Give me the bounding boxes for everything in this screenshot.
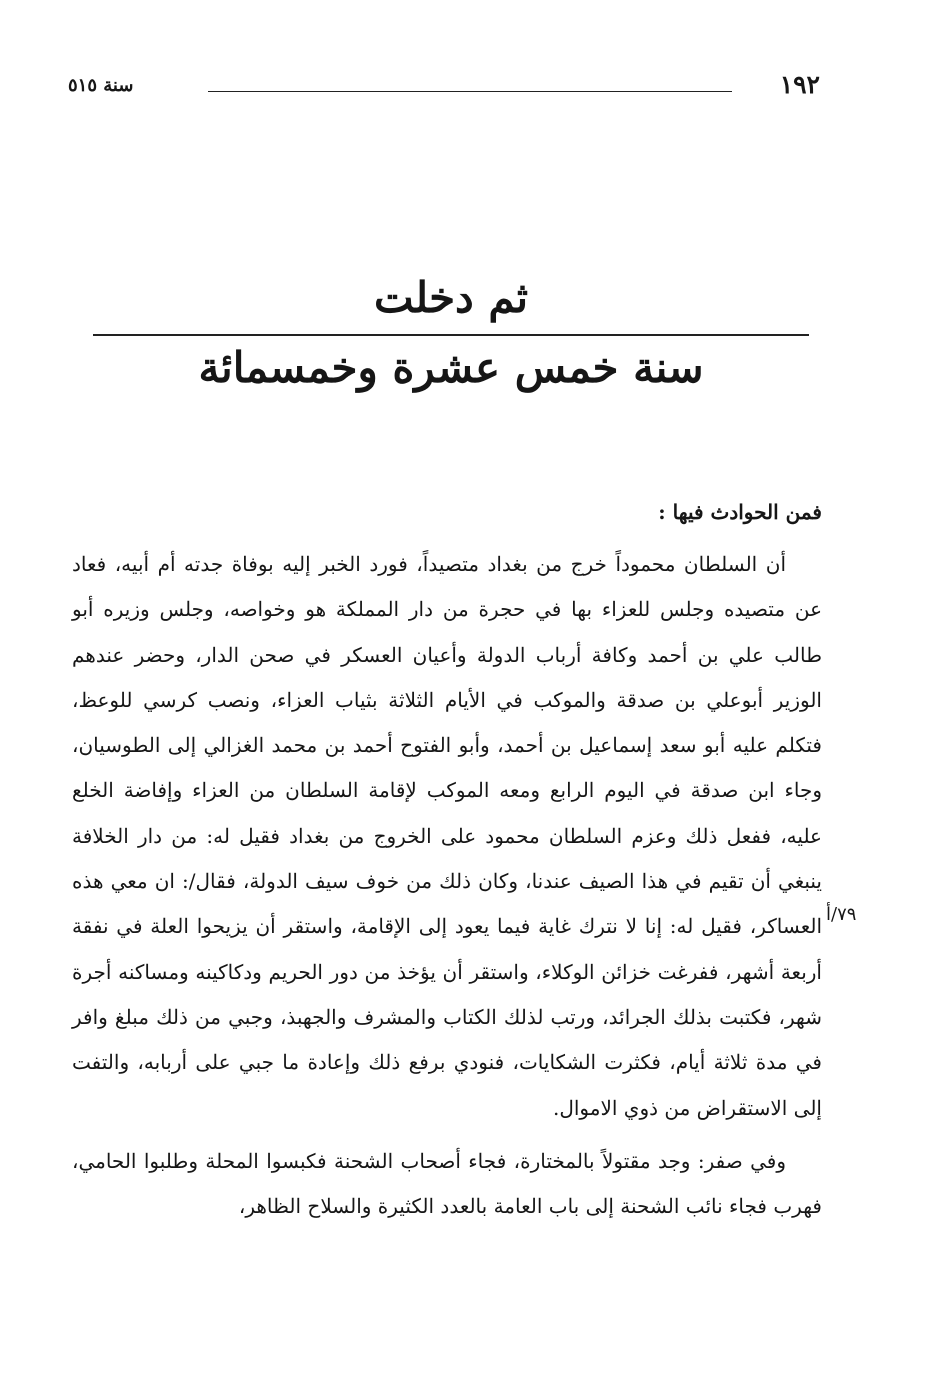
chapter-intro: ثم دخلت	[373, 273, 529, 322]
page-number: ١٩٢	[779, 70, 820, 99]
chapter-title: سنة خمس عشرة وخمسمائة	[198, 343, 704, 392]
chapter-heading	[90, 270, 812, 398]
running-year-label: سنة ٥١٥	[68, 75, 134, 96]
chapter-divider	[93, 334, 809, 336]
header-rule	[208, 91, 732, 92]
running-header	[68, 70, 820, 100]
manuscript-folio-ref: ٧٩/أ	[826, 904, 857, 925]
section-subhead: فمن الحوادث فيها :	[658, 500, 822, 524]
paragraph-2: وفي صفر: وجد مقتولاً بالمختارة، فجاء أصحاب الشحنة فكبسوا المحلة وطلبوا الحامي، فهرب فجاء نائب الشحنة إلى باب العامة بالعدد الكثيرة والسلاح الظاهر،	[72, 1148, 822, 1219]
paragraph-1: أن السلطان محموداً خرج من بغداد متصيداً، فورد الخبر إليه بوفاة جدته أم أبيه، فعاد عن متصيده وجلس للعزاء بها في حجرة من دار المملكة هو وخواصه، وجلس وزيره أبو طالب علي بن أحمد وكافة أرباب الدولة وأعيان العسكر في صحن الدار، وحضر عندهم الوزير أبوعلي بن صدقة والموكب في الأيام الثلاثة بثياب العزاء، ونصب كرسي للوعظ، فتكلم عليه أبو سعد إسماعيل بن أحمد، وأبو الفتوح أحمد بن محمد الغزالي إلى الطوسيان، وجاء ابن صدقة في اليوم الرابع ومعه الموكب لإقامة السلطان من العزاء وإفاضة الخلع عليه، ففعل ذلك وعزم السلطان محمود على الخروج من بغداد فقيل له: من دار الخلافة ينبغي أن تقيم في هذا الصيف عندنا، وكان ذلك من خوف سيف الدولة، فقال/: ان معي هذه العساكر، فقيل له: إنا لا نترك غاية فيما يعود إلى الإقامة، واستقر أن يزيحوا العلة في نفقة أربعة أشهر، ففرغت خزائن الوكلاء، واستقر أن يؤخذ من دور الحريم ودكاكينه ومساكنه أجرة شهر، فكتبت بذلك الجرائد، ورتب لذلك الكتاب والمشرف والجهبذ، وجبي من ذلك مبلغ وافر في مدة ثلاثة أيام، فكثرت الشكايات، فنودي برفع ذلك وإعادة ما جبي على أربابه، والتفت إلى الاستقراض من ذوي الاموال.	[72, 552, 822, 1120]
body-text	[72, 494, 822, 1229]
